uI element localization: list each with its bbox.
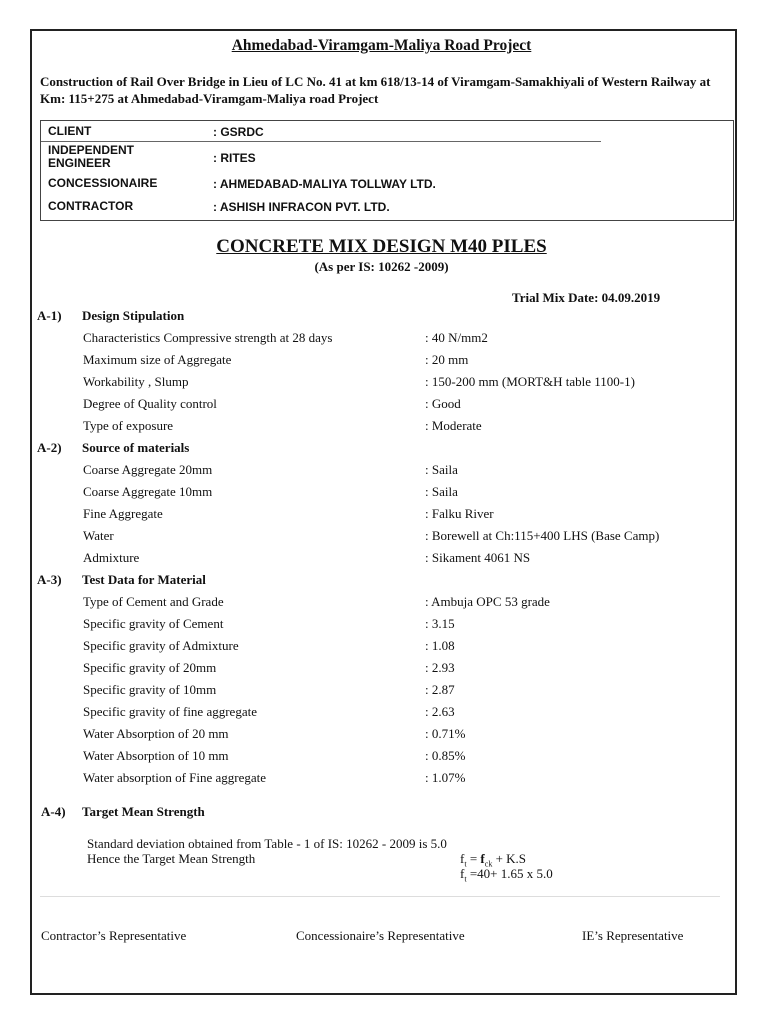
formula-symbol: f [460,866,465,881]
field-value: : 0.85% [425,748,466,763]
party-label: CONTRACTOR [48,199,134,213]
field-value: : 0.71% [425,726,466,741]
section-number: A-4) [41,804,66,819]
field-label: Water absorption of Fine aggregate [83,770,267,785]
field-label: Water Absorption of 20 mm [83,726,229,741]
field-value: : Borewell at Ch:115+400 LHS (Base Camp) [425,528,660,543]
field-label: Type of Cement and Grade [83,594,224,609]
field-value: : Ambuja OPC 53 grade [425,594,550,609]
field-value: : Saila [425,462,458,477]
ie-signature-label: IE’s Representative [582,928,684,943]
section-number: A-2) [37,440,62,455]
standard-deviation-text: Standard deviation obtained from Table - 1 of IS: 10262 - 2009 is 5.0 [87,836,447,851]
field-value: : 2.63 [425,704,455,719]
formula-fck-subscript: ck [484,859,493,869]
trial-mix-date: Trial Mix Date: 04.09.2019 [512,290,661,305]
field-value: : Saila [425,484,458,499]
concessionaire-signature-label: Concessionaire’s Representative [296,928,465,943]
formula-equals: = [466,851,481,866]
field-label: Water Absorption of 10 mm [83,748,229,763]
field-label: Fine Aggregate [83,506,163,521]
field-label: Specific gravity of fine aggregate [83,704,257,719]
section-title: Test Data for Material [82,572,206,587]
field-label: Water [83,528,114,543]
field-value: : 1.08 [425,638,455,653]
section-number: A-1) [37,308,62,323]
parties-box [40,120,734,221]
party-label: INDEPENDENT ENGINEER [48,143,135,170]
party-label: CLIENT [48,124,92,138]
field-label: Specific gravity of 10mm [83,682,217,697]
field-label: Admixture [83,550,140,565]
section-title: Target Mean Strength [82,804,205,819]
field-label: Maximum size of Aggregate [83,352,232,367]
party-value: : GSRDC [213,125,264,139]
formula-target-strength-values [460,866,553,884]
field-label: Specific gravity of Admixture [83,638,239,653]
field-value: : 150-200 mm (MORT&H table 1100-1) [425,374,635,389]
field-label: Coarse Aggregate 20mm [83,462,213,477]
project-description: Construction of Rail Over Bridge in Lieu of LC No. 41 at km 618/13-14 of Viramgam-Samakhiyali of Western Railway at Km: 115+275 at Ahmedabad-Viramgam-Maliya road Project [40,74,711,106]
project-title: Ahmedabad-Viramgam-Maliya Road Project [231,37,532,54]
formula-rest: + K.S [492,851,527,866]
party-value: : AHMEDABAD-MALIYA TOLLWAY LTD. [213,177,436,191]
field-label: Coarse Aggregate 10mm [83,484,213,499]
field-value: : Moderate [425,418,482,433]
field-value: : 20 mm [425,352,469,367]
field-label: Characteristics Compressive strength at 28 days [83,330,333,345]
formula-fck-symbol: f [480,851,485,866]
field-label: Specific gravity of Cement [83,616,224,631]
target-mean-strength-text: Hence the Target Mean Strength [87,851,256,866]
formula-rest: =40+ 1.65 x 5.0 [466,866,553,881]
field-value: : 2.93 [425,660,455,675]
field-value: : 3.15 [425,616,455,631]
field-label: Type of exposure [83,418,174,433]
field-value: : Sikament 4061 NS [425,550,531,565]
formula-subscript: t [464,859,467,869]
field-label: Specific gravity of 20mm [83,660,217,675]
signature-divider [40,896,720,897]
party-divider [41,141,601,142]
party-value: : RITES [213,151,256,165]
field-label: Degree of Quality control [83,396,217,411]
contractor-signature-label: Contractor’s Representative [41,928,187,943]
field-value: : 1.07% [425,770,466,785]
party-value: : ASHISH INFRACON PVT. LTD. [213,200,390,214]
section-title: Design Stipulation [82,308,185,323]
field-value: : Good [425,396,461,411]
field-label: Workability , Slump [83,374,189,389]
section-number: A-3) [37,572,62,587]
formula-symbol: f [460,851,465,866]
field-value: : 2.87 [425,682,455,697]
field-value: : Falku River [425,506,494,521]
field-value: : 40 N/mm2 [425,330,488,345]
party-label: CONCESSIONAIRE [48,176,158,190]
mix-design-title: CONCRETE MIX DESIGN M40 PILES [216,236,547,257]
section-title: Source of materials [82,440,190,455]
mix-design-subtitle: (As per IS: 10262 -2009) [314,259,449,274]
formula-subscript: t [464,874,467,884]
